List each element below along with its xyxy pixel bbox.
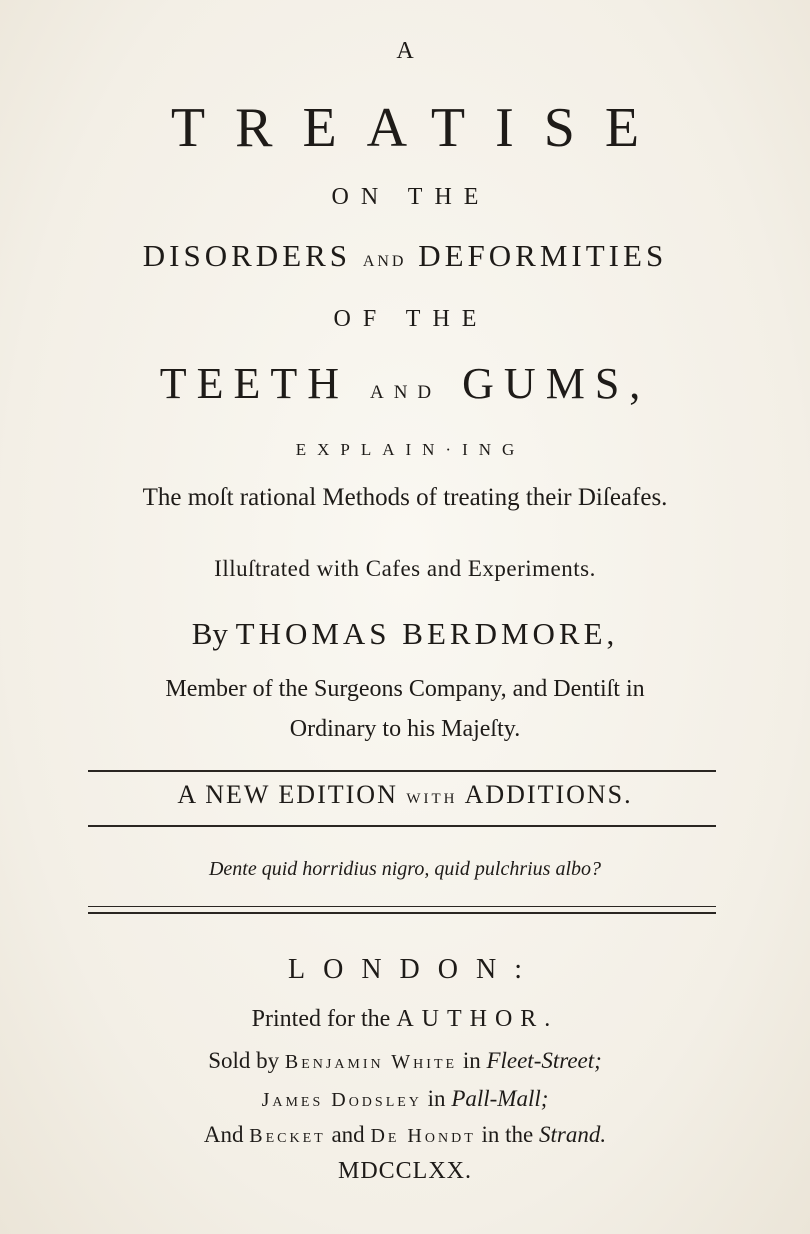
seller-name: Benjamin White xyxy=(284,1051,458,1073)
seller-name: James Dodsley xyxy=(261,1089,422,1111)
author-role-line-1: Member of the Surgeons Company, and Dentiſt in xyxy=(165,676,645,702)
subject-line-1 xyxy=(0,238,810,274)
title-article: A xyxy=(396,38,414,64)
methods-line: The moſt rational Methods of treating their Diſeafes. xyxy=(142,484,668,511)
author-role-line-2: Ordinary to his Majeſty. xyxy=(289,716,521,742)
divider-rule xyxy=(88,825,716,827)
edition-with: WITH xyxy=(406,791,458,807)
seller-place: Fleet-Street; xyxy=(486,1048,602,1073)
printed-for-text: Printed for the xyxy=(251,1006,391,1032)
of-the-line: OF THE xyxy=(333,306,489,332)
seller-name: Becket xyxy=(249,1125,326,1147)
seller-name: De Hondt xyxy=(370,1125,476,1147)
seller-place: Strand. xyxy=(539,1122,607,1147)
in-word: in xyxy=(427,1086,446,1111)
by-word: By xyxy=(191,616,228,651)
disorders-word: DISORDERS xyxy=(142,238,352,273)
edition-part1: A NEW EDITION xyxy=(177,780,398,809)
in-the-word: in the xyxy=(481,1122,534,1147)
and-word: AND xyxy=(369,382,442,403)
in-word: in xyxy=(462,1048,481,1073)
edition-line xyxy=(0,780,810,810)
latin-motto: Dente quid horridius nigro, quid pulchrius albo? xyxy=(208,858,602,880)
gums-word: GUMS, xyxy=(462,359,651,408)
and-word: And xyxy=(203,1122,244,1147)
on-the-line: ON THE xyxy=(331,184,491,210)
seller-line-2 xyxy=(0,1086,810,1112)
author-label: AUTHOR. xyxy=(396,1006,559,1032)
subject-line-2 xyxy=(0,358,810,409)
seller-place: Pall-Mall; xyxy=(451,1086,549,1111)
main-title: TREATISE xyxy=(170,97,670,159)
and-word: and xyxy=(331,1122,365,1147)
seller-line-3 xyxy=(0,1122,810,1148)
author-line xyxy=(0,616,810,652)
and-word: AND xyxy=(362,253,407,270)
illustrated-line: Illuſtrated with Cafes and Experiments. xyxy=(214,556,596,581)
teeth-word: TEETH xyxy=(159,359,349,408)
explaining-line: EXPLAIN·ING xyxy=(295,440,526,459)
edition-part2: ADDITIONS. xyxy=(464,780,633,809)
sold-by-text: Sold by xyxy=(208,1048,280,1073)
seller-line-1 xyxy=(0,1048,810,1074)
printed-for-line xyxy=(0,1006,810,1033)
divider-rule xyxy=(88,770,716,772)
publication-date: MDCCLXX. xyxy=(337,1158,472,1184)
divider-rule xyxy=(88,906,716,907)
author-name: THOMAS BERDMORE, xyxy=(235,616,619,651)
imprint-city: LONDON: xyxy=(288,954,540,985)
divider-rule xyxy=(88,912,716,914)
deformities-word: DEFORMITIES xyxy=(418,238,668,273)
